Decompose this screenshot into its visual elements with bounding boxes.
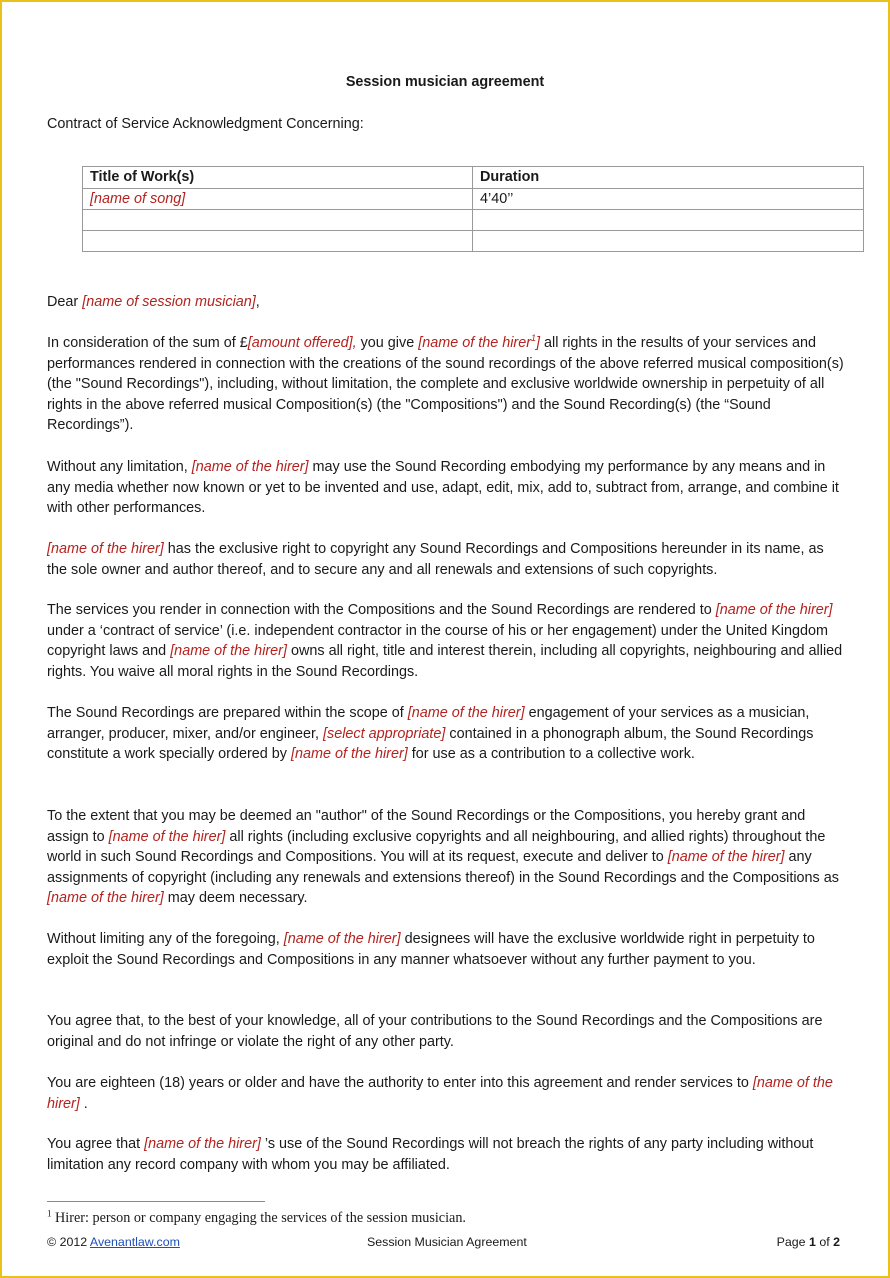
placeholder-text: [name of the hirer]: [144, 1136, 261, 1152]
page-label: Page: [776, 1235, 809, 1249]
page-of: of: [815, 1235, 834, 1249]
table-header-duration: Duration: [473, 167, 864, 189]
table-row: [83, 231, 864, 252]
placeholder-text: [name of the hirer]: [108, 828, 226, 845]
placeholder-text: [name of the hirer]: [47, 541, 164, 557]
placeholder-text: [name of the hirer]: [191, 459, 309, 475]
placeholder-text: [name of the hirer]: [170, 643, 287, 660]
paragraph-text: .: [79, 1095, 88, 1112]
placeholder-text: [select appropriate]: [323, 725, 446, 742]
placeholder-text: [name of the hirer]: [290, 746, 408, 763]
salutation: [47, 292, 847, 313]
paragraph-breach: [47, 1134, 847, 1175]
paragraph-text: To the extent that you may be deemed an "author" of the Sound Recordings or the Compositions, you hereby grant and assign to: [47, 808, 806, 845]
table-cell-duration: 4’40’’: [473, 188, 864, 210]
page-current: 1: [808, 1235, 816, 1249]
placeholder-text: ]: [536, 335, 541, 351]
salutation-suffix: ,: [255, 294, 260, 310]
paragraph-text: all rights in the results of your services and performances rendered in connection with the creations of the sound recordings of the above referred musical composition(s) (the "Sound Recordings"), including, without limitation, the complete and exclusive worldwide ownership in perpetuity of all rights in the above referred musical Composition(s) (the "Compositions") and the Sound Recording(s) (the “Sound Recordings”).: [47, 335, 844, 434]
salutation-name: [name of session musician]: [82, 294, 256, 310]
footnote-divider: [47, 1201, 265, 1202]
paragraph-text: engagement of your services as a musician, arranger, producer, mixer, and/or engineer,: [47, 705, 810, 742]
table-header-title: Title of Work(s): [83, 167, 473, 189]
placeholder-text: [name of the hirer]: [283, 931, 401, 947]
paragraph-text: for use as a contribution to a collective work.: [407, 746, 695, 763]
paragraph-text: may use the Sound Recording embodying my performance by any means and in any media whether now known or yet to be invented and use, adapt, edit, mix, add to, subtract from, arrange, and combine it with other performances.: [47, 459, 839, 517]
paragraph-limitation: [47, 457, 847, 519]
works-table: [82, 166, 864, 252]
table-cell-title: [83, 210, 473, 231]
table-row: [83, 188, 864, 210]
paragraph-text: under a ‘contract of service’ (i.e. independent contractor in the course of his or her engagement) under the United Kingdom copyright laws and: [47, 622, 829, 660]
table-row: [83, 210, 864, 231]
placeholder-text: [name of the hirer]: [47, 890, 164, 907]
website-link[interactable]: Avenantlaw.com: [89, 1235, 180, 1249]
paragraph-services: [47, 600, 847, 682]
footnote: [47, 1210, 466, 1227]
footer-doc-name: Session Musician Agreement: [367, 1235, 527, 1249]
paragraph-text: You agree that: [47, 1136, 145, 1152]
table-cell-title: [name of song]: [83, 188, 473, 210]
placeholder-text: [name of the hirer]: [47, 1075, 833, 1112]
footnote-mark: 1: [47, 1208, 52, 1219]
paragraph-text: Without any limitation,: [47, 459, 192, 475]
paragraph-text: The services you render in connection with the Compositions and the Sound Recordings are rendered to: [47, 602, 716, 618]
paragraph-text: contained in a phonograph album, the Sound Recordings constitute a work specially ordered by: [47, 725, 814, 763]
paragraph-author: [47, 806, 847, 909]
paragraph-text: ’s use of the Sound Recordings will not breach the rights of any party including without limitation any record company with whom you may be affiliated.: [47, 1136, 814, 1173]
paragraph-text: you give: [356, 335, 419, 351]
footnote-ref: 1: [531, 333, 537, 344]
paragraph-consideration: [47, 333, 847, 436]
table-cell-title: [83, 231, 473, 252]
paragraph-text: In consideration of the sum of £: [47, 335, 248, 351]
placeholder-text: [name of the hirer]: [715, 602, 833, 618]
paragraph-text: You are eighteen (18) years or older and have the authority to enter into this agreement and render services to: [47, 1075, 753, 1091]
placeholder-text: [name of the hirer]: [407, 705, 525, 721]
footnote-text: Hirer: person or company engaging the services of the session musician.: [51, 1210, 466, 1226]
intro-line: Contract of Service Acknowledgment Concerning:: [47, 116, 364, 132]
copyright-text: © 2012: [47, 1235, 90, 1249]
placeholder-text: [amount offered],: [247, 335, 357, 351]
page-total: 2: [833, 1235, 840, 1249]
paragraph-text: any assignments of copyright (including any renewals and extensions thereof) in the Sound Recordings and the Compositions as: [47, 849, 839, 886]
footer-copyright: [47, 1235, 180, 1249]
paragraph-scope: [47, 703, 847, 765]
paragraph-text: The Sound Recordings are prepared within the scope of: [47, 705, 408, 721]
paragraph-text: You agree that, to the best of your knowledge, all of your contributions to the Sound Recordings and the Compositions are original and do not infringe or violate the right of any other party.: [47, 1013, 823, 1050]
paragraph-text: all rights (including exclusive copyrights and all neighbouring, and allied rights) throughout the world in such Sound Recordings and Compositions. You will at its request, execute and deliver to: [47, 828, 826, 866]
table-cell-duration: [473, 210, 864, 231]
placeholder-text: [name of the hirer: [418, 335, 531, 351]
placeholder-text: [name of the hirer]: [667, 849, 785, 866]
salutation-prefix: Dear: [47, 294, 83, 310]
document-title: Session musician agreement: [345, 74, 545, 90]
table-cell-duration: [473, 231, 864, 252]
page-number: [777, 1235, 840, 1249]
paragraph-text: owns all right, title and interest therein, including all copyrights, neighbouring and allied rights. You waive all moral rights in the Sound Recordings.: [47, 643, 843, 680]
paragraph-age: [47, 1073, 847, 1114]
paragraph-text: Without limiting any of the foregoing,: [47, 931, 284, 947]
paragraph-original: [47, 1011, 847, 1052]
page-footer: [47, 1235, 842, 1253]
paragraph-text: designees will have the exclusive worldwide right in perpetuity to exploit the Sound Recordings and Compositions in any manner whatsoever without any further payment to you.: [47, 931, 815, 968]
paragraph-copyright: [47, 539, 847, 580]
paragraph-text: may deem necessary.: [163, 890, 308, 907]
paragraph-foregoing: [47, 929, 847, 970]
paragraph-text: has the exclusive right to copyright any Sound Recordings and Compositions hereunder in its name, as the sole owner and author thereof, and to secure any and all renewals and extensions of such copyrights.: [47, 541, 824, 578]
table-header-row: [83, 167, 864, 189]
